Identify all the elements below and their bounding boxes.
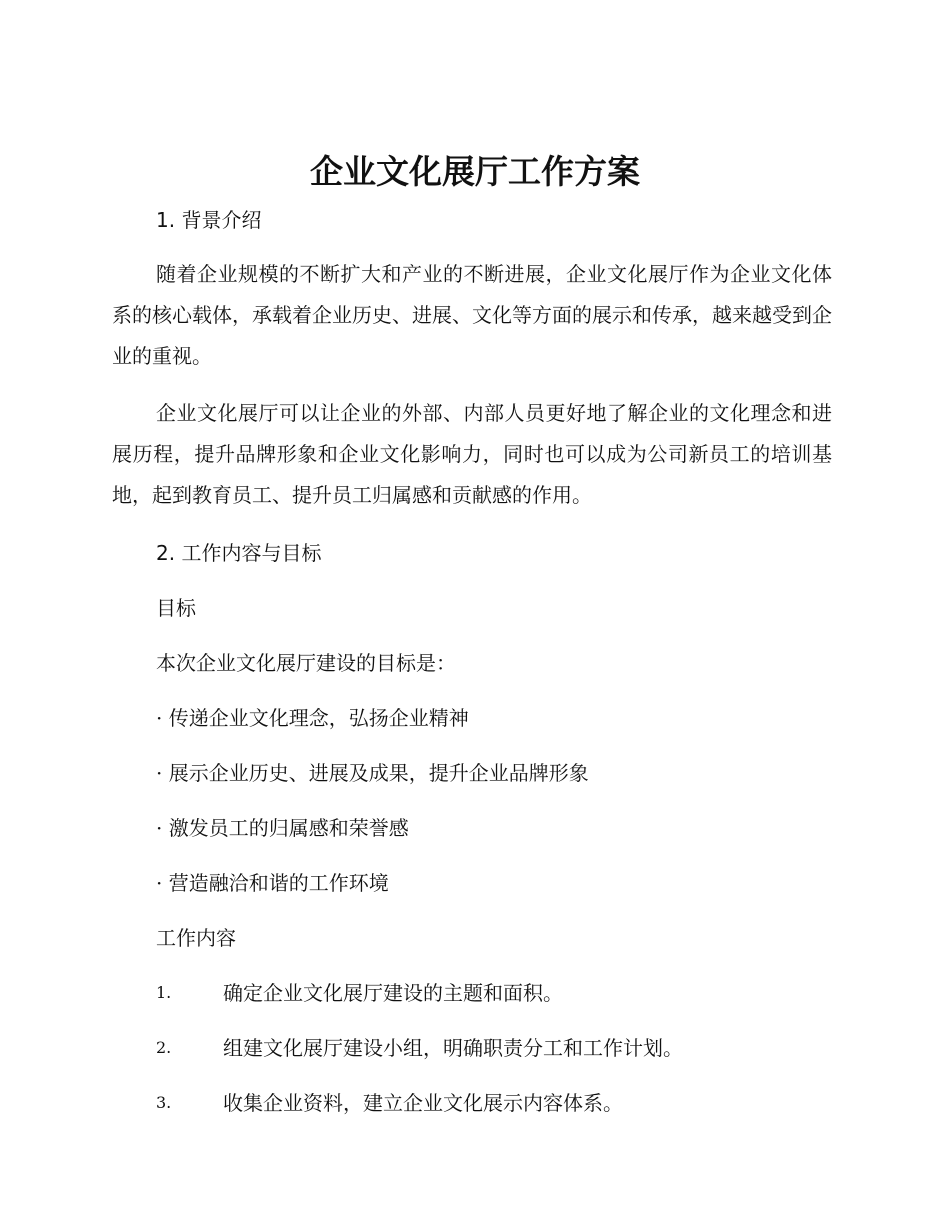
- goal-item: · 展示企业历史、进展及成果，提升企业品牌形象: [156, 761, 589, 785]
- section-heading-work: 2. 工作内容与目标: [156, 541, 322, 565]
- work-item-text: 组建文化展厅建设小组，明确职责分工和工作计划。: [223, 1036, 683, 1060]
- goal-item: · 激发员工的归属感和荣誉感: [156, 816, 409, 840]
- document-title: 企业文化展厅工作方案: [310, 152, 640, 191]
- work-item-text: 确定企业文化展厅建设的主题和面积。: [223, 981, 563, 1005]
- paragraph-background-2: 企业文化展厅可以让企业的外部、内部人员更好地了解企业的文化理念和进展历程，提升品牌形象和企业文化影响力，同时也可以成为公司新员工的培训基地，起到教育员工、提升员工归属感和贡献感的作用。: [112, 401, 832, 507]
- paragraph-background-1: 随着企业规模的不断扩大和产业的不断进展，企业文化展厅作为企业文化体系的核心载体，承载着企业历史、进展、文化等方面的展示和传承，越来越受到企业的重视。: [112, 262, 832, 368]
- goal-item: · 营造融洽和谐的工作环境: [156, 871, 389, 895]
- subheading-work-content: 工作内容: [156, 926, 236, 950]
- work-item-number: 2.: [156, 1038, 172, 1057]
- work-item-number: 3.: [156, 1093, 172, 1112]
- subheading-goals: 目标: [156, 596, 196, 620]
- work-item-number: 1.: [156, 983, 172, 1002]
- goal-item: · 传递企业文化理念，弘扬企业精神: [156, 706, 469, 730]
- section-heading-background: 1. 背景介绍: [156, 208, 262, 232]
- goals-intro: 本次企业文化展厅建设的目标是：: [156, 651, 456, 675]
- work-item-text: 收集企业资料，建立企业文化展示内容体系。: [223, 1091, 623, 1115]
